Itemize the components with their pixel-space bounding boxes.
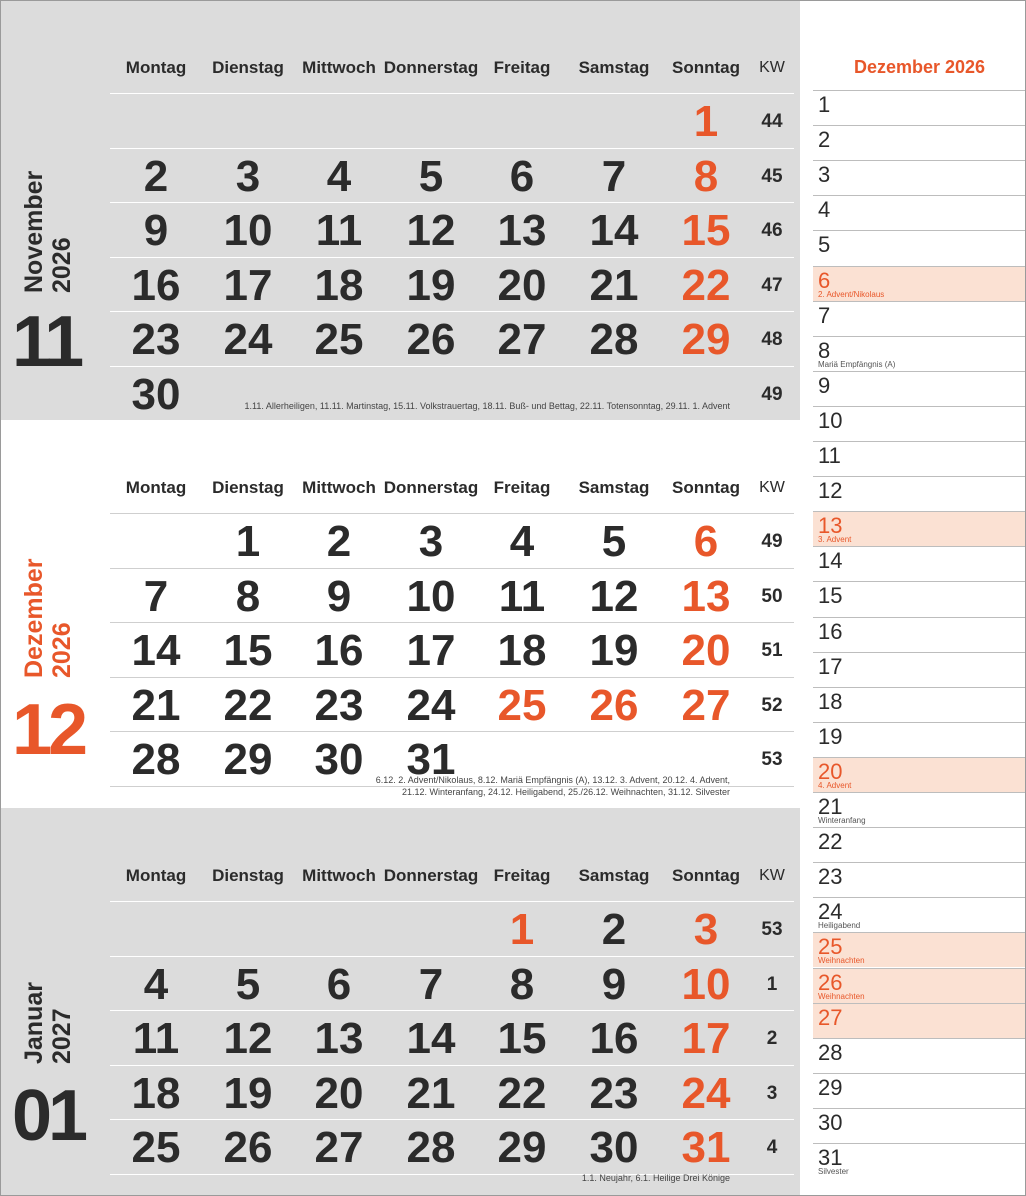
day-number: 19 [406, 260, 456, 310]
side-day-number: 27 [818, 1004, 843, 1030]
side-day-row [813, 932, 1026, 967]
month-block-januar [0, 808, 800, 1196]
weekday-header: Samstag [578, 866, 650, 885]
day-number: 4 [326, 151, 352, 201]
weekday-header: Mittwoch [302, 58, 376, 77]
kw-header: KW [759, 59, 785, 76]
side-day-note: 2. Advent/Nikolaus [818, 289, 885, 299]
day-number: 28 [131, 735, 181, 785]
side-day-number: 8 [818, 337, 831, 363]
side-day-row [813, 1003, 1026, 1038]
row-separator [110, 1119, 794, 1120]
side-day-row [813, 301, 1026, 336]
day-number: 23 [314, 680, 364, 730]
day-number: 17 [223, 260, 273, 310]
day-number: 13 [497, 206, 547, 256]
month-number: 11 [12, 302, 81, 382]
row-separator [110, 901, 794, 902]
day-number: 30 [131, 370, 181, 419]
day-number: 13 [681, 571, 731, 621]
weekday-header: Montag [125, 58, 187, 77]
side-day-row [813, 230, 1026, 265]
month-number: 12 [12, 690, 85, 770]
day-number: 16 [314, 626, 364, 676]
day-number: 17 [681, 1014, 731, 1064]
day-number: 12 [589, 571, 639, 621]
day-number: 27 [681, 680, 731, 730]
day-number: 24 [406, 680, 456, 730]
side-day-row [813, 1038, 1026, 1073]
side-day-number: 22 [818, 829, 843, 855]
day-number: 6 [509, 151, 535, 201]
row-separator [110, 677, 794, 678]
side-day-number: 28 [818, 1039, 843, 1065]
row-separator [110, 366, 794, 367]
day-number: 4 [143, 959, 169, 1009]
row-separator [110, 956, 794, 957]
day-number: 21 [406, 1068, 456, 1118]
side-day-number: 17 [818, 653, 843, 679]
week-number: 53 [761, 749, 783, 771]
side-day-row [813, 195, 1026, 230]
side-day-row [813, 266, 1026, 301]
side-day-number: 7 [818, 302, 831, 328]
side-day-number: 24 [818, 899, 843, 925]
row-separator [110, 513, 794, 514]
day-number: 23 [131, 315, 181, 365]
month-name: Dezember [20, 558, 48, 678]
side-day-number: 4 [818, 197, 831, 223]
day-number: 14 [589, 206, 639, 256]
side-day-number: 5 [818, 232, 831, 258]
weekday-header: Montag [125, 866, 187, 885]
day-number: 14 [406, 1014, 456, 1064]
day-number: 25 [497, 680, 547, 730]
week-number: 47 [761, 274, 783, 296]
weekday-header: Mittwoch [302, 866, 376, 885]
day-number: 30 [314, 735, 364, 785]
day-number: 18 [131, 1068, 181, 1118]
weekday-header: Samstag [578, 58, 650, 77]
side-day-row [813, 371, 1026, 406]
side-day-number: 14 [818, 548, 843, 574]
weekday-header: Freitag [493, 478, 551, 497]
weekday-header: Dienstag [212, 478, 284, 497]
day-number: 7 [601, 151, 627, 201]
row-separator [110, 257, 794, 258]
week-number: 49 [761, 531, 783, 552]
week-number: 44 [761, 111, 783, 132]
month-block-november [0, 0, 800, 420]
weekday-header: Sonntag [672, 866, 740, 885]
side-day-note: 3. Advent [818, 535, 852, 545]
side-day-row [813, 336, 1026, 371]
row-separator [110, 311, 794, 312]
month-name-vertical [20, 982, 76, 1064]
side-day-row [813, 862, 1026, 897]
side-day-row [813, 581, 1026, 616]
side-day-number: 13 [818, 513, 843, 539]
side-day-row [813, 160, 1026, 195]
day-number: 8 [509, 959, 535, 1009]
holiday-note-line: 21.12. Winteranfang, 24.12. Heiligabend, 25./26.12. Weihnachten, 31.12. Silvester [401, 787, 730, 797]
weekday-header: Freitag [493, 58, 551, 77]
day-number: 3 [418, 517, 444, 566]
side-day-row [813, 441, 1026, 476]
week-number: 50 [761, 585, 783, 607]
week-number: 48 [761, 329, 783, 351]
kw-header: KW [759, 479, 785, 496]
side-day-row [813, 757, 1026, 792]
side-day-note: Silvester [818, 1167, 849, 1176]
weekday-header: Donnerstag [383, 478, 479, 497]
day-number: 25 [314, 315, 364, 365]
week-number: 45 [761, 165, 783, 187]
day-number: 4 [509, 517, 535, 566]
side-day-note: Mariä Empfängnis (A) [818, 359, 896, 369]
holiday-note [376, 774, 730, 798]
month-number: 01 [12, 1076, 85, 1156]
side-day-row [813, 406, 1026, 441]
day-number: 8 [693, 151, 719, 201]
day-number: 5 [418, 151, 444, 201]
day-number: 9 [326, 571, 352, 621]
day-number: 7 [418, 959, 444, 1009]
month-name-vertical [20, 559, 76, 679]
day-number: 25 [131, 1123, 181, 1173]
day-number: 21 [589, 260, 639, 310]
week-number: 49 [761, 384, 783, 405]
day-number: 11 [132, 1014, 180, 1064]
day-number: 11 [498, 571, 546, 621]
day-number: 13 [314, 1014, 364, 1064]
weekday-header: Mittwoch [302, 478, 376, 497]
week-number: 4 [766, 1137, 778, 1159]
day-number: 3 [235, 151, 261, 201]
day-number: 7 [143, 571, 169, 621]
day-number: 1 [693, 97, 719, 146]
week-number: 52 [761, 694, 783, 716]
side-day-row [813, 90, 1026, 125]
side-list-title: Dezember 2026 [853, 57, 986, 77]
side-day-number: 2 [818, 127, 831, 153]
day-number: 12 [406, 206, 456, 256]
holiday-note-line: 6.12. 2. Advent/Nikolaus, 8.12. Mariä Empfängnis (A), 13.12. 3. Advent, 20.12. 4. Advent, [375, 775, 730, 785]
day-number: 16 [589, 1014, 639, 1064]
side-day-number: 9 [818, 372, 831, 398]
side-day-row [813, 968, 1026, 1003]
day-number: 9 [143, 206, 169, 256]
side-day-note: Winteranfang [818, 816, 866, 825]
side-day-note: 4. Advent [818, 780, 852, 790]
day-number: 20 [314, 1068, 364, 1118]
day-number: 16 [131, 260, 181, 310]
day-number: 12 [223, 1014, 273, 1064]
week-number: 51 [761, 640, 783, 662]
side-day-row [813, 687, 1026, 722]
day-number: 11 [315, 206, 363, 256]
day-number: 20 [681, 626, 731, 676]
day-number: 14 [131, 626, 181, 676]
month-year: 2026 [48, 237, 76, 293]
day-number: 24 [223, 315, 273, 365]
column-divider [800, 0, 813, 1196]
side-day-number: 20 [818, 758, 843, 784]
side-day-row [813, 1073, 1026, 1108]
weekday-header: Dienstag [212, 866, 284, 885]
day-number: 8 [235, 571, 261, 621]
side-day-number: 31 [818, 1145, 843, 1170]
side-day-row [813, 125, 1026, 160]
week-number: 1 [766, 973, 778, 995]
side-day-number: 23 [818, 864, 843, 890]
weekday-header: Sonntag [672, 478, 740, 497]
side-day-number: 15 [818, 583, 843, 609]
week-number: 46 [761, 220, 783, 242]
day-number: 26 [406, 315, 456, 365]
day-number: 26 [589, 680, 639, 730]
side-day-number: 1 [818, 92, 831, 117]
row-separator [110, 148, 794, 149]
weekday-header: Dienstag [212, 58, 284, 77]
day-number: 23 [589, 1068, 639, 1118]
side-day-number: 6 [818, 267, 831, 293]
day-number: 10 [406, 571, 456, 621]
side-day-number: 3 [818, 162, 831, 188]
side-day-note: Weihnachten [818, 956, 865, 966]
month-year: 2027 [48, 1008, 76, 1064]
side-day-number: 26 [818, 969, 843, 995]
side-day-row [813, 722, 1026, 757]
week-number: 53 [761, 919, 783, 940]
month-name: November [20, 170, 48, 293]
holiday-note: 1.11. Allerheiligen, 11.11. Martinstag, 15.11. Volkstrauertag, 18.11. Buß- und Bettag, 22.11. Totensonntag, 29.11. 1. Advent [244, 401, 730, 411]
day-number: 18 [314, 260, 364, 310]
month-block-dezember [0, 420, 800, 808]
side-day-number: 18 [818, 688, 843, 714]
side-day-number: 19 [818, 723, 843, 749]
row-separator [110, 731, 794, 732]
month-name-vertical [20, 171, 76, 293]
month-year: 2026 [48, 622, 76, 678]
side-day-number: 29 [818, 1074, 843, 1100]
day-number: 15 [681, 206, 731, 256]
day-number: 19 [223, 1068, 273, 1118]
side-day-row [813, 897, 1026, 932]
day-number: 1 [235, 517, 261, 566]
side-day-note: Weihnachten [818, 991, 865, 1001]
day-number: 27 [497, 315, 547, 365]
side-day-number: 25 [818, 934, 843, 960]
day-number: 29 [681, 315, 731, 365]
day-number: 15 [223, 626, 273, 676]
day-number: 3 [693, 905, 719, 954]
row-separator [110, 622, 794, 623]
side-day-number: 12 [818, 478, 843, 504]
day-number: 21 [131, 680, 181, 730]
kw-header: KW [759, 867, 785, 884]
day-number: 18 [497, 626, 547, 676]
side-day-row [813, 652, 1026, 687]
side-day-number: 21 [818, 794, 843, 819]
day-number: 29 [497, 1123, 547, 1173]
day-number: 10 [681, 959, 731, 1009]
day-number: 2 [143, 151, 169, 201]
side-day-list [813, 0, 1026, 1196]
side-day-row [813, 476, 1026, 511]
side-day-row [813, 827, 1026, 862]
weekday-header: Donnerstag [383, 58, 479, 77]
weekday-header: Freitag [493, 866, 551, 885]
day-number: 17 [406, 626, 456, 676]
row-separator [110, 1065, 794, 1066]
day-number: 19 [589, 626, 639, 676]
weekday-header: Samstag [578, 478, 650, 497]
week-number: 2 [766, 1028, 778, 1050]
day-number: 28 [406, 1123, 456, 1173]
side-day-row [813, 1108, 1026, 1143]
weekday-header: Montag [125, 478, 187, 497]
day-number: 5 [235, 959, 261, 1009]
day-number: 10 [223, 206, 273, 256]
side-day-number: 10 [818, 407, 843, 433]
side-day-number: 11 [818, 443, 841, 468]
side-day-row [813, 546, 1026, 581]
day-number: 22 [681, 260, 731, 310]
day-number: 26 [223, 1123, 273, 1173]
month-name: Januar [20, 982, 48, 1064]
day-number: 30 [589, 1123, 639, 1173]
side-day-row [813, 617, 1026, 652]
day-number: 20 [497, 260, 547, 310]
day-number: 6 [693, 517, 719, 566]
day-number: 22 [497, 1068, 547, 1118]
day-number: 15 [497, 1014, 547, 1064]
day-number: 24 [681, 1068, 731, 1118]
day-number: 22 [223, 680, 273, 730]
side-day-number: 30 [818, 1109, 843, 1135]
weekday-header: Donnerstag [383, 866, 479, 885]
day-number: 29 [223, 735, 273, 785]
side-day-note: Heiligabend [818, 921, 861, 931]
side-day-row [813, 1143, 1026, 1178]
day-number: 2 [326, 517, 352, 566]
day-number: 5 [601, 517, 627, 566]
row-separator [110, 202, 794, 203]
row-separator [110, 568, 794, 569]
day-number: 9 [601, 959, 627, 1009]
day-number: 1 [509, 905, 535, 954]
day-number: 27 [314, 1123, 364, 1173]
day-number: 31 [406, 735, 456, 785]
week-number: 3 [766, 1082, 778, 1104]
side-day-row [813, 511, 1026, 546]
side-day-number: 16 [818, 618, 843, 644]
day-number: 28 [589, 315, 639, 365]
day-number: 31 [681, 1123, 731, 1173]
day-number: 6 [326, 959, 352, 1009]
row-separator [110, 93, 794, 94]
holiday-note: 1.1. Neujahr, 6.1. Heilige Drei Könige [581, 1173, 730, 1183]
day-number: 2 [601, 905, 627, 954]
side-day-row [813, 792, 1026, 827]
row-separator [110, 1010, 794, 1011]
weekday-header: Sonntag [672, 58, 740, 77]
